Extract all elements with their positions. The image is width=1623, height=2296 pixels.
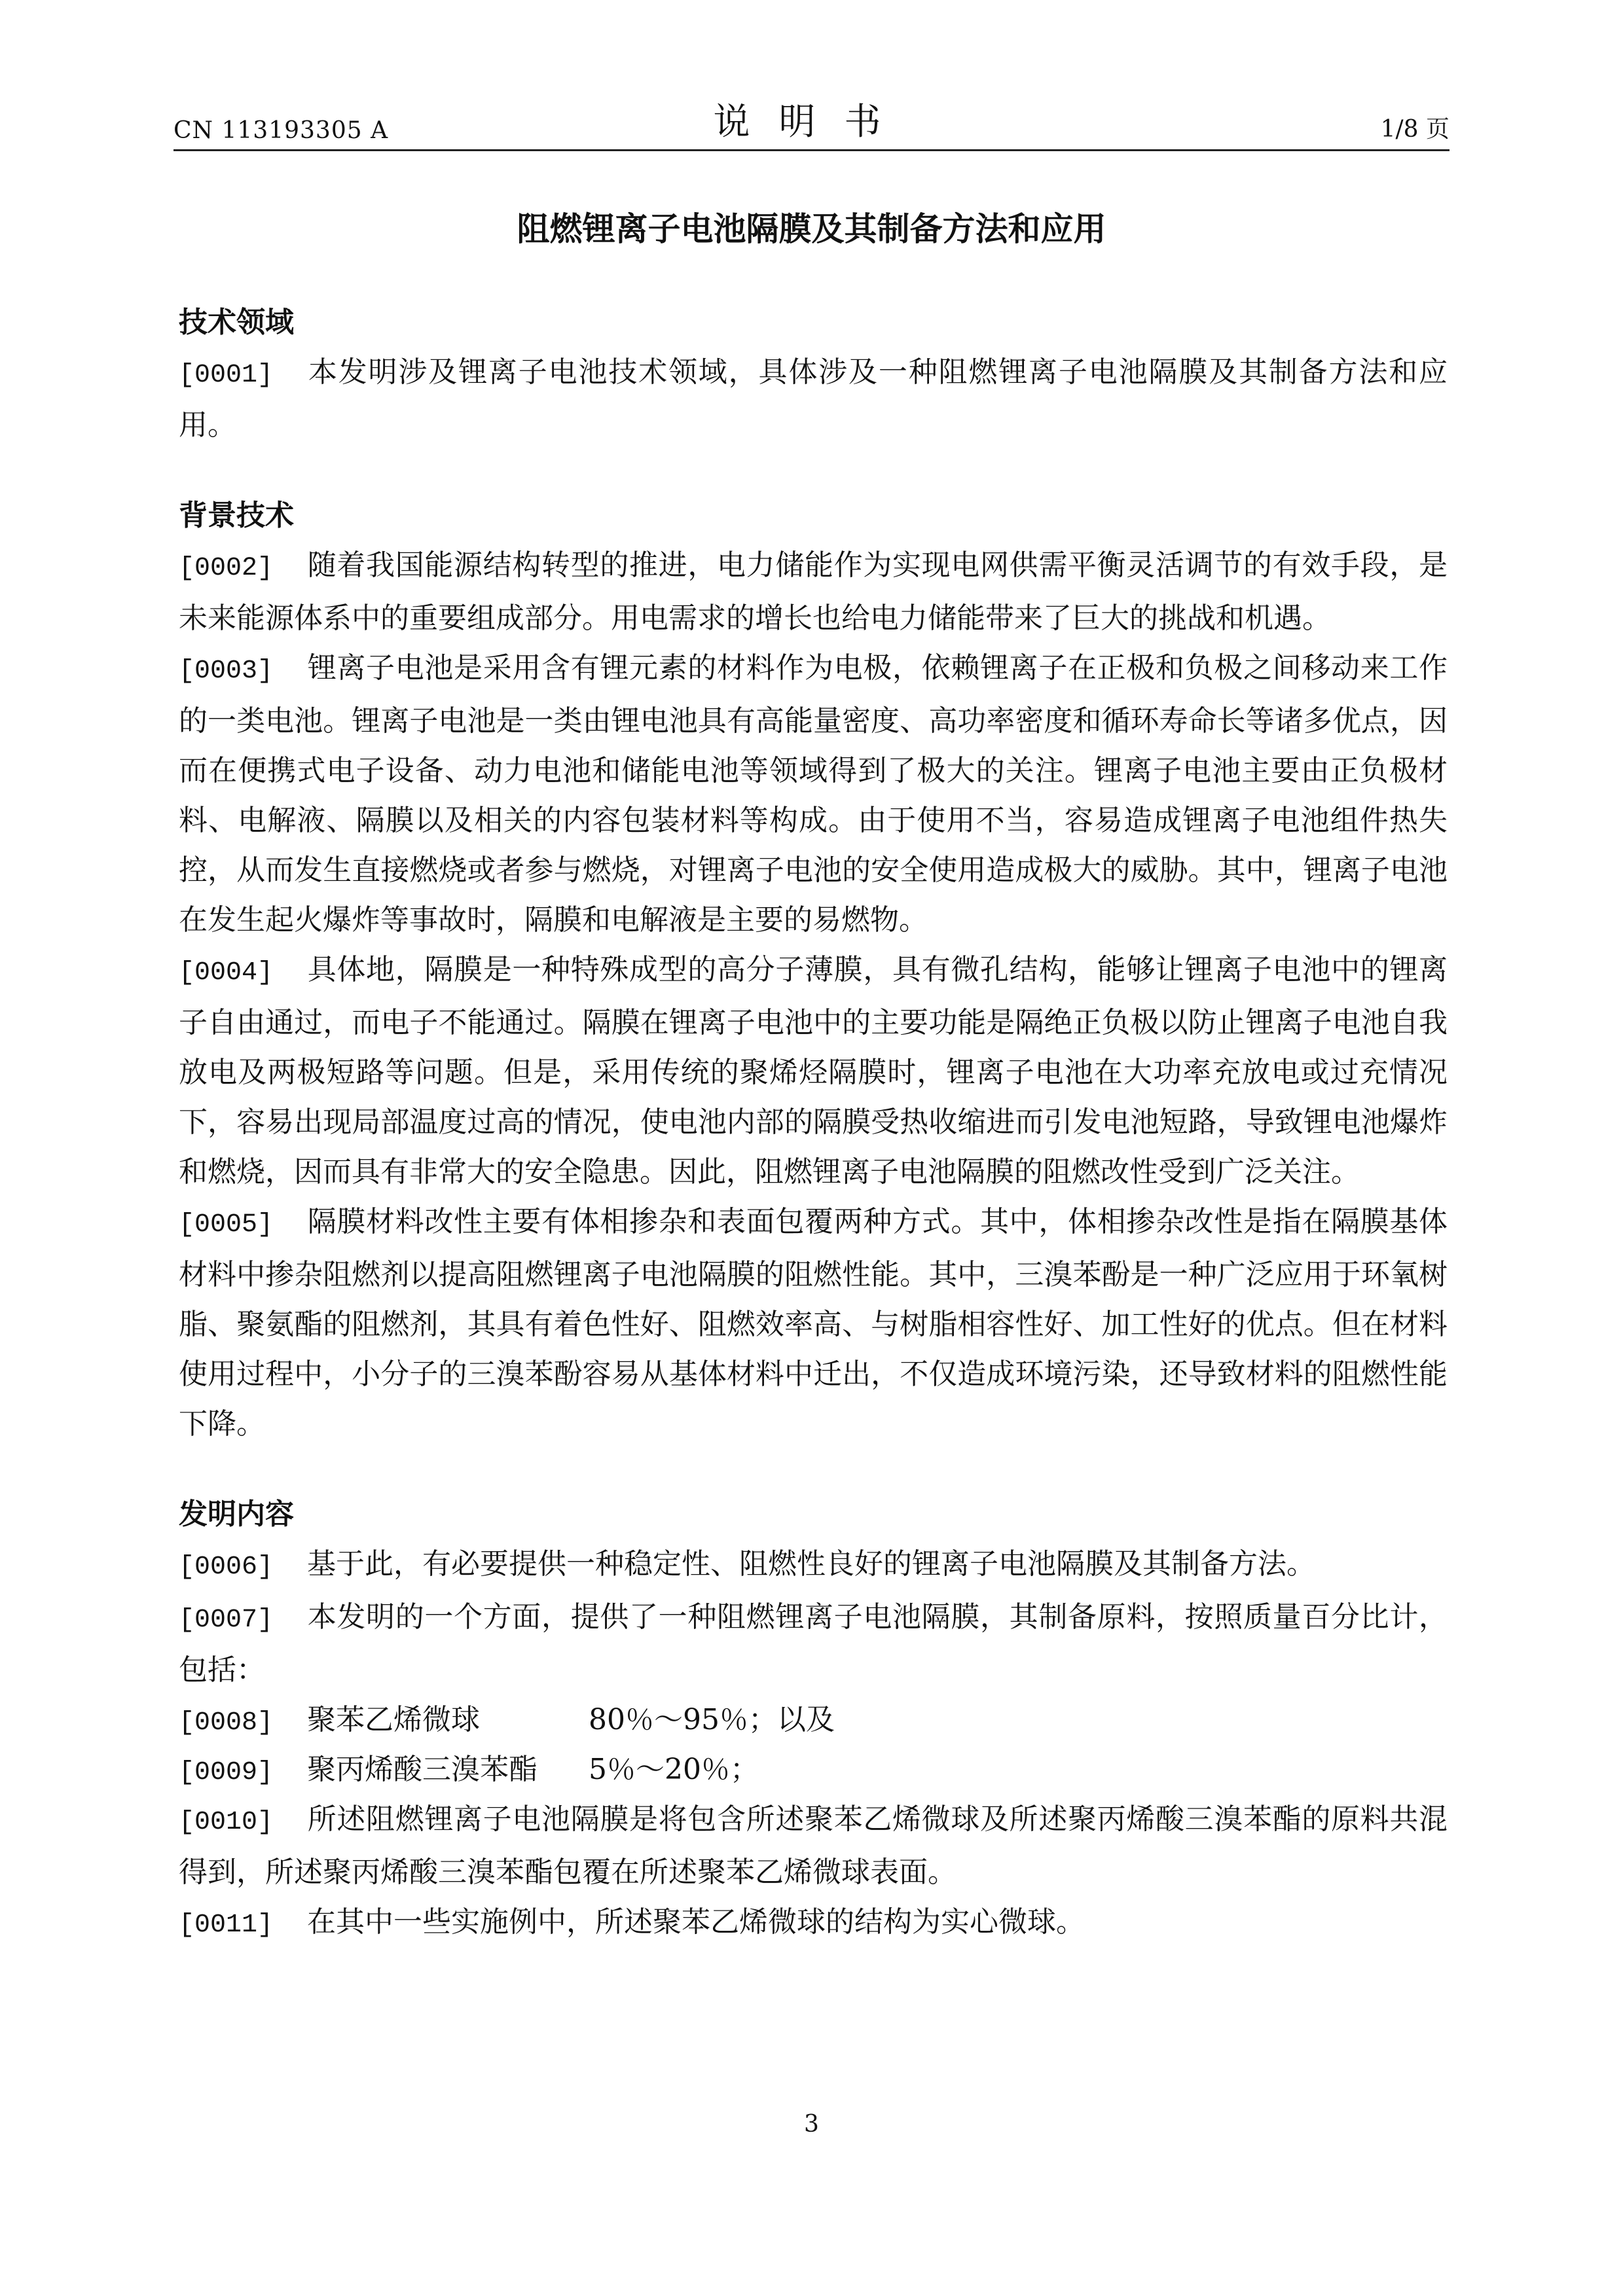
paragraph-0009 [179,1745,1448,1795]
paragraph-text: 所述阻燃锂离子电池隔膜是将包含所述聚苯乙烯微球及所述聚丙烯酸三溴苯酯的原料共混得到，所述聚丙烯酸三溴苯酯包覆在所述聚苯乙烯微球表面。 [179,1803,1448,1889]
paragraph-number: [0010] [179,1808,274,1837]
paragraph-0005 [179,1197,1448,1449]
paragraph-text: 基于此，有必要提供一种稳定性、阻燃性良好的锂离子电池隔膜及其制备方法。 [307,1547,1316,1581]
paragraph-text: 具体地，隔膜是一种特殊成型的高分子薄膜，具有微孔结构，能够让锂离子电池中的锂离子自由通过，而电子不能通过。隔膜在锂离子电池中的主要功能是隔绝正负极以防止锂离子电池自我放电及两极短路等问题。但是，采用传统的聚烯烃隔膜时，锂离子电池在大功率充放电或过充情况下，容易出现局部温度过高的情况，使电池内部的隔膜受热收缩进而引发电池短路，导致锂电池爆炸和燃烧，因而具有非常大的安全隐患。因此，阻燃锂离子电池隔膜的阻燃改性受到广泛关注。 [179,953,1448,1189]
paragraph-number: [0011] [179,1910,274,1940]
page-indicator: 1/8 页 [1380,116,1450,143]
paragraph-number: [0003] [179,656,274,686]
paragraph-number: [0005] [179,1210,274,1240]
paragraph-text: 本发明的一个方面，提供了一种阻燃锂离子电池隔膜，其制备原料，按照质量百分比计，包括： [179,1600,1448,1687]
component-name: 聚丙烯酸三溴苯酯 [307,1753,538,1786]
paragraph-0011 [179,1897,1448,1950]
paragraph-0008 [179,1695,1448,1745]
paragraph-0001 [179,348,1448,450]
paragraph-number: [0002] [179,554,274,583]
paragraph-number: [0008] [179,1708,274,1738]
paragraph-text: 锂离子电池是采用含有锂元素的材料作为电极，依赖锂离子在正极和负极之间移动来工作的一类电池。锂离子电池是一类由锂电池具有高能量密度、高功率密度和循环寿命长等诸多优点，因而在便携式电子设备、动力电池和储能电池等领域得到了极大的关注。锂离子电池主要由正负极材料、电解液、隔膜以及相关的内容包装材料等构成。由于使用不当，容易造成锂离子电池组件热失控，从而发生直接燃烧或者参与燃烧，对锂离子电池的安全使用造成极大的威胁。其中，锂离子电池在发生起火爆炸等事故时，隔膜和电解液是主要的易燃物。 [179,651,1448,937]
paragraph-0006 [179,1539,1448,1592]
component-name: 聚苯乙烯微球 [307,1703,481,1736]
page-header [173,98,1450,151]
paragraph-0007 [179,1592,1448,1695]
paragraph-text: 隔膜材料改性主要有体相掺杂和表面包覆两种方式。其中，体相掺杂改性是指在隔膜基体材料中掺杂阻燃剂以提高阻燃锂离子电池隔膜的阻燃性能。其中，三溴苯酚是一种广泛应用于环氧树脂、聚氨酯的阻燃剂，其具有着色性好、阻燃效率高、与树脂相容性好、加工性好的优点。但在材料使用过程中，小分子的三溴苯酚容易从基体材料中迁出，不仅造成环境污染，还导致材料的阻燃性能下降。 [179,1205,1448,1441]
component-value: 5％～20％； [589,1753,759,1786]
paragraph-number: [0006] [179,1552,274,1582]
document-body [179,298,1448,1950]
paragraph-number: [0001] [179,361,274,390]
paragraph-number: [0009] [179,1758,274,1787]
paragraph-number: [0004] [179,958,274,988]
paragraph-text: 本发明涉及锂离子电池技术领域，具体涉及一种阻燃锂离子电池隔膜及其制备方法和应用。 [179,355,1448,442]
paragraph-0002 [179,541,1448,643]
component-value: 80％～95％；以及 [589,1703,835,1736]
paragraph-text: 随着我国能源结构转型的推进，电力储能作为实现电网供需平衡灵活调节的有效手段，是未来能源体系中的重要组成部分。用电需求的增长也给电力储能带来了巨大的挑战和机遇。 [179,548,1448,635]
paragraph-0003 [179,643,1448,945]
publication-number: CN 113193305 A [173,117,389,144]
section-heading-invention: 发明内容 [179,1498,294,1531]
paragraph-number: [0007] [179,1605,274,1635]
page-number: 3 [804,2111,819,2138]
document-title: 阻燃锂离子电池隔膜及其制备方法和应用 [517,210,1106,248]
paragraph-0010 [179,1795,1448,1897]
header-rule [173,149,1450,151]
paragraph-0004 [179,945,1448,1197]
header-title: 说明书 [713,101,910,143]
section-heading-tech-field: 技术领域 [179,306,294,339]
paragraph-text: 在其中一些实施例中，所述聚苯乙烯微球的结构为实心微球。 [307,1905,1085,1939]
section-heading-background: 背景技术 [179,499,294,532]
